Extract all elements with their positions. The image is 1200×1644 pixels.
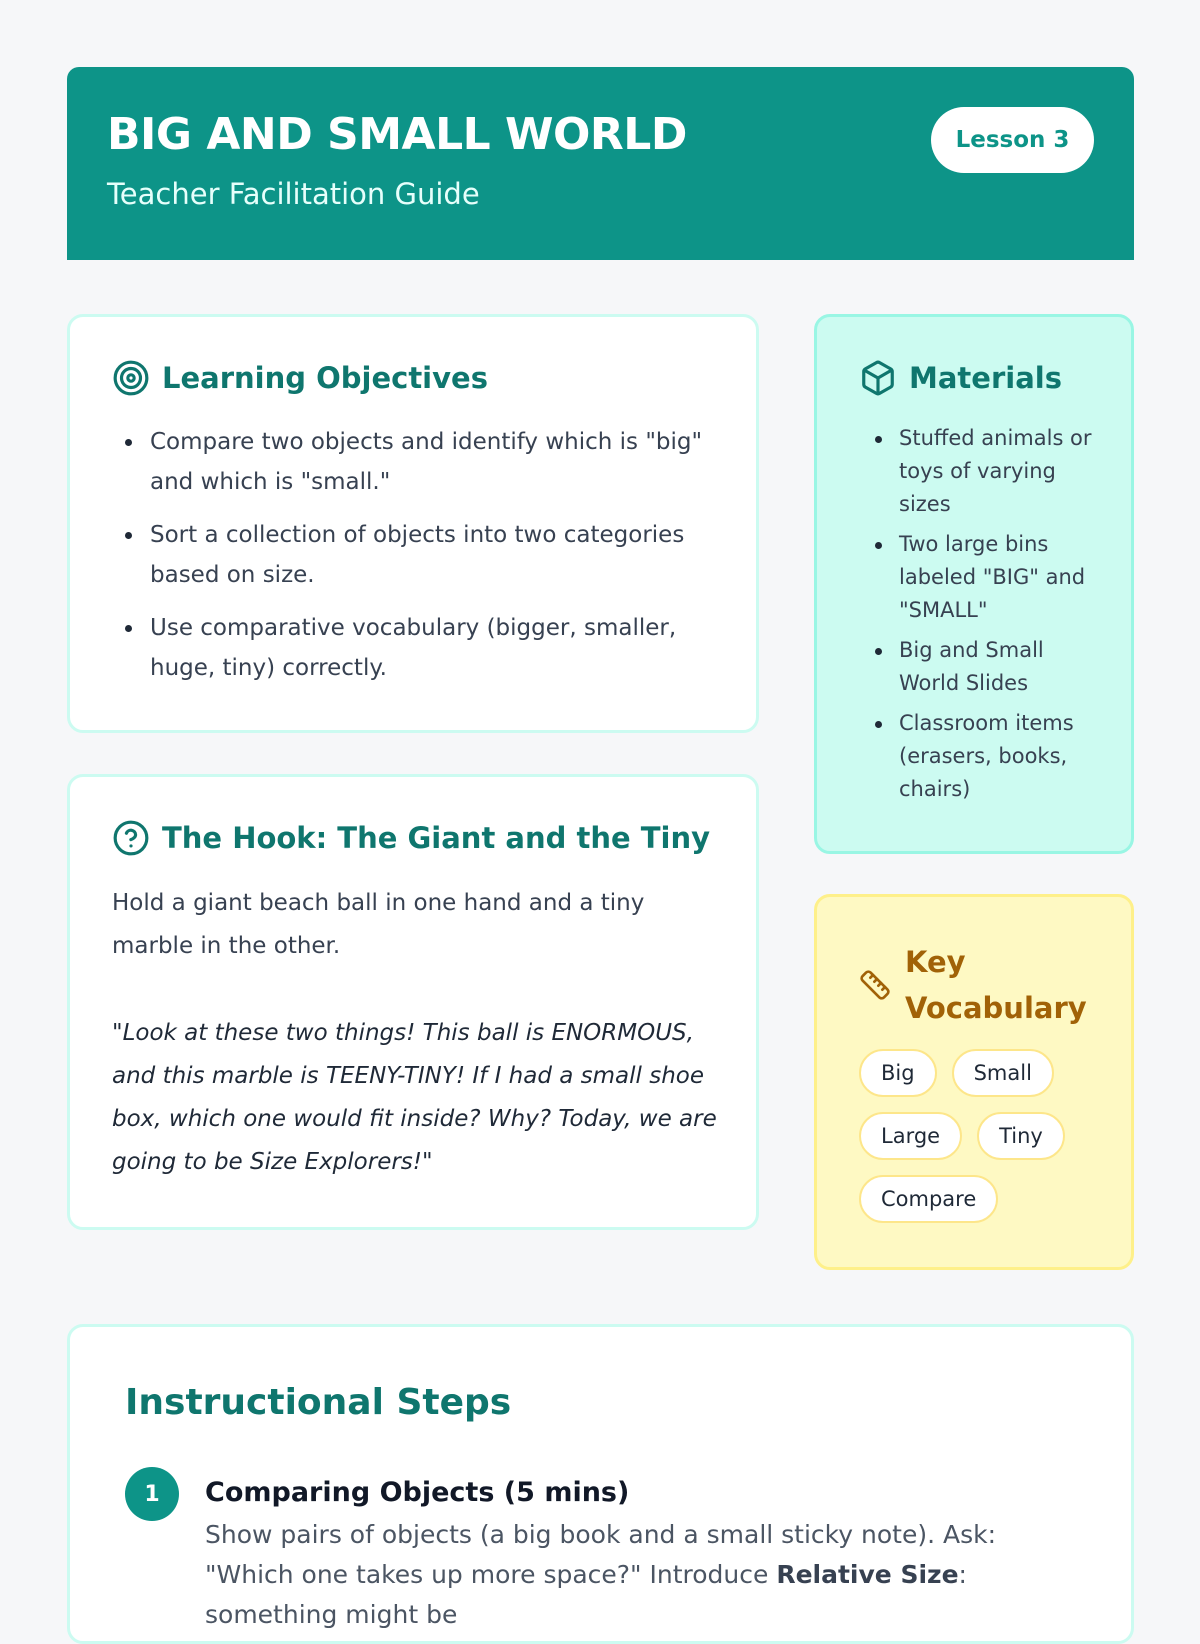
list-item: Big and Small World Slides [899, 634, 1099, 700]
objectives-title: Learning Objectives [162, 361, 488, 395]
step-description [205, 1515, 1065, 1635]
hook-heading [112, 819, 710, 857]
list-item: Compare two objects and identify which is "big" and which is "small." [150, 422, 730, 502]
list-item: Stuffed animals or toys of varying sizes [899, 422, 1099, 521]
objectives-card [67, 314, 759, 733]
vocab-chip: Large [859, 1112, 962, 1160]
steps-card [67, 1324, 1134, 1644]
step-title: Comparing Objects (5 mins) [205, 1477, 630, 1508]
step-bold-term: Relative Size [776, 1560, 959, 1589]
list-item: Classroom items (erasers, books, chairs) [899, 707, 1099, 806]
hook-instruction: Hold a giant beach ball in one hand and a tiny marble in the other. [112, 890, 645, 959]
target-icon [112, 359, 150, 397]
hook-card [67, 774, 759, 1230]
step-number-badge: 1 [125, 1467, 179, 1521]
hook-quote: "Look at these two things! This ball is ENORMOUS, and this marble is TEENY-TINY! If I had a small shoe box, which one would fit inside? Why? Today, we are going to be Size Explorers!" [112, 1020, 717, 1175]
vocabulary-title: Key Vocabulary [905, 945, 1087, 1025]
ruler-icon [859, 969, 891, 1001]
materials-card [814, 314, 1134, 854]
materials-heading [859, 359, 1062, 397]
header-banner [67, 67, 1134, 260]
vocab-chip: Small [952, 1049, 1054, 1097]
steps-title: Instructional Steps [125, 1382, 512, 1423]
list-item: Two large bins labeled "BIG" and "SMALL" [899, 528, 1099, 627]
vocab-chip: Tiny [977, 1112, 1065, 1160]
hook-title: The Hook: The Giant and the Tiny [162, 821, 711, 855]
materials-list [899, 422, 1099, 813]
lesson-badge: Lesson 3 [931, 107, 1094, 173]
vocabulary-card [814, 894, 1134, 1270]
objectives-list [150, 422, 730, 701]
step-text-after: : something might be [205, 1560, 967, 1629]
page-subtitle: Teacher Facilitation Guide [107, 177, 480, 211]
box-icon [859, 359, 897, 397]
list-item: Use comparative vocabulary (bigger, smaller, huge, tiny) correctly. [150, 608, 730, 688]
vocab-chip: Compare [859, 1175, 998, 1223]
materials-title: Materials [909, 361, 1062, 395]
vocabulary-chips [859, 1049, 1099, 1223]
objectives-heading [112, 359, 488, 397]
question-circle-icon [112, 819, 150, 857]
step-text-before: Show pairs of objects (a big book and a small sticky note). Ask: "Which one takes up more space?" Introduce [205, 1520, 997, 1589]
list-item: Sort a collection of objects into two categories based on size. [150, 515, 730, 595]
vocabulary-heading [859, 939, 1095, 1031]
page-title: BIG AND SMALL WORLD [107, 109, 687, 160]
vocab-chip: Big [859, 1049, 937, 1097]
